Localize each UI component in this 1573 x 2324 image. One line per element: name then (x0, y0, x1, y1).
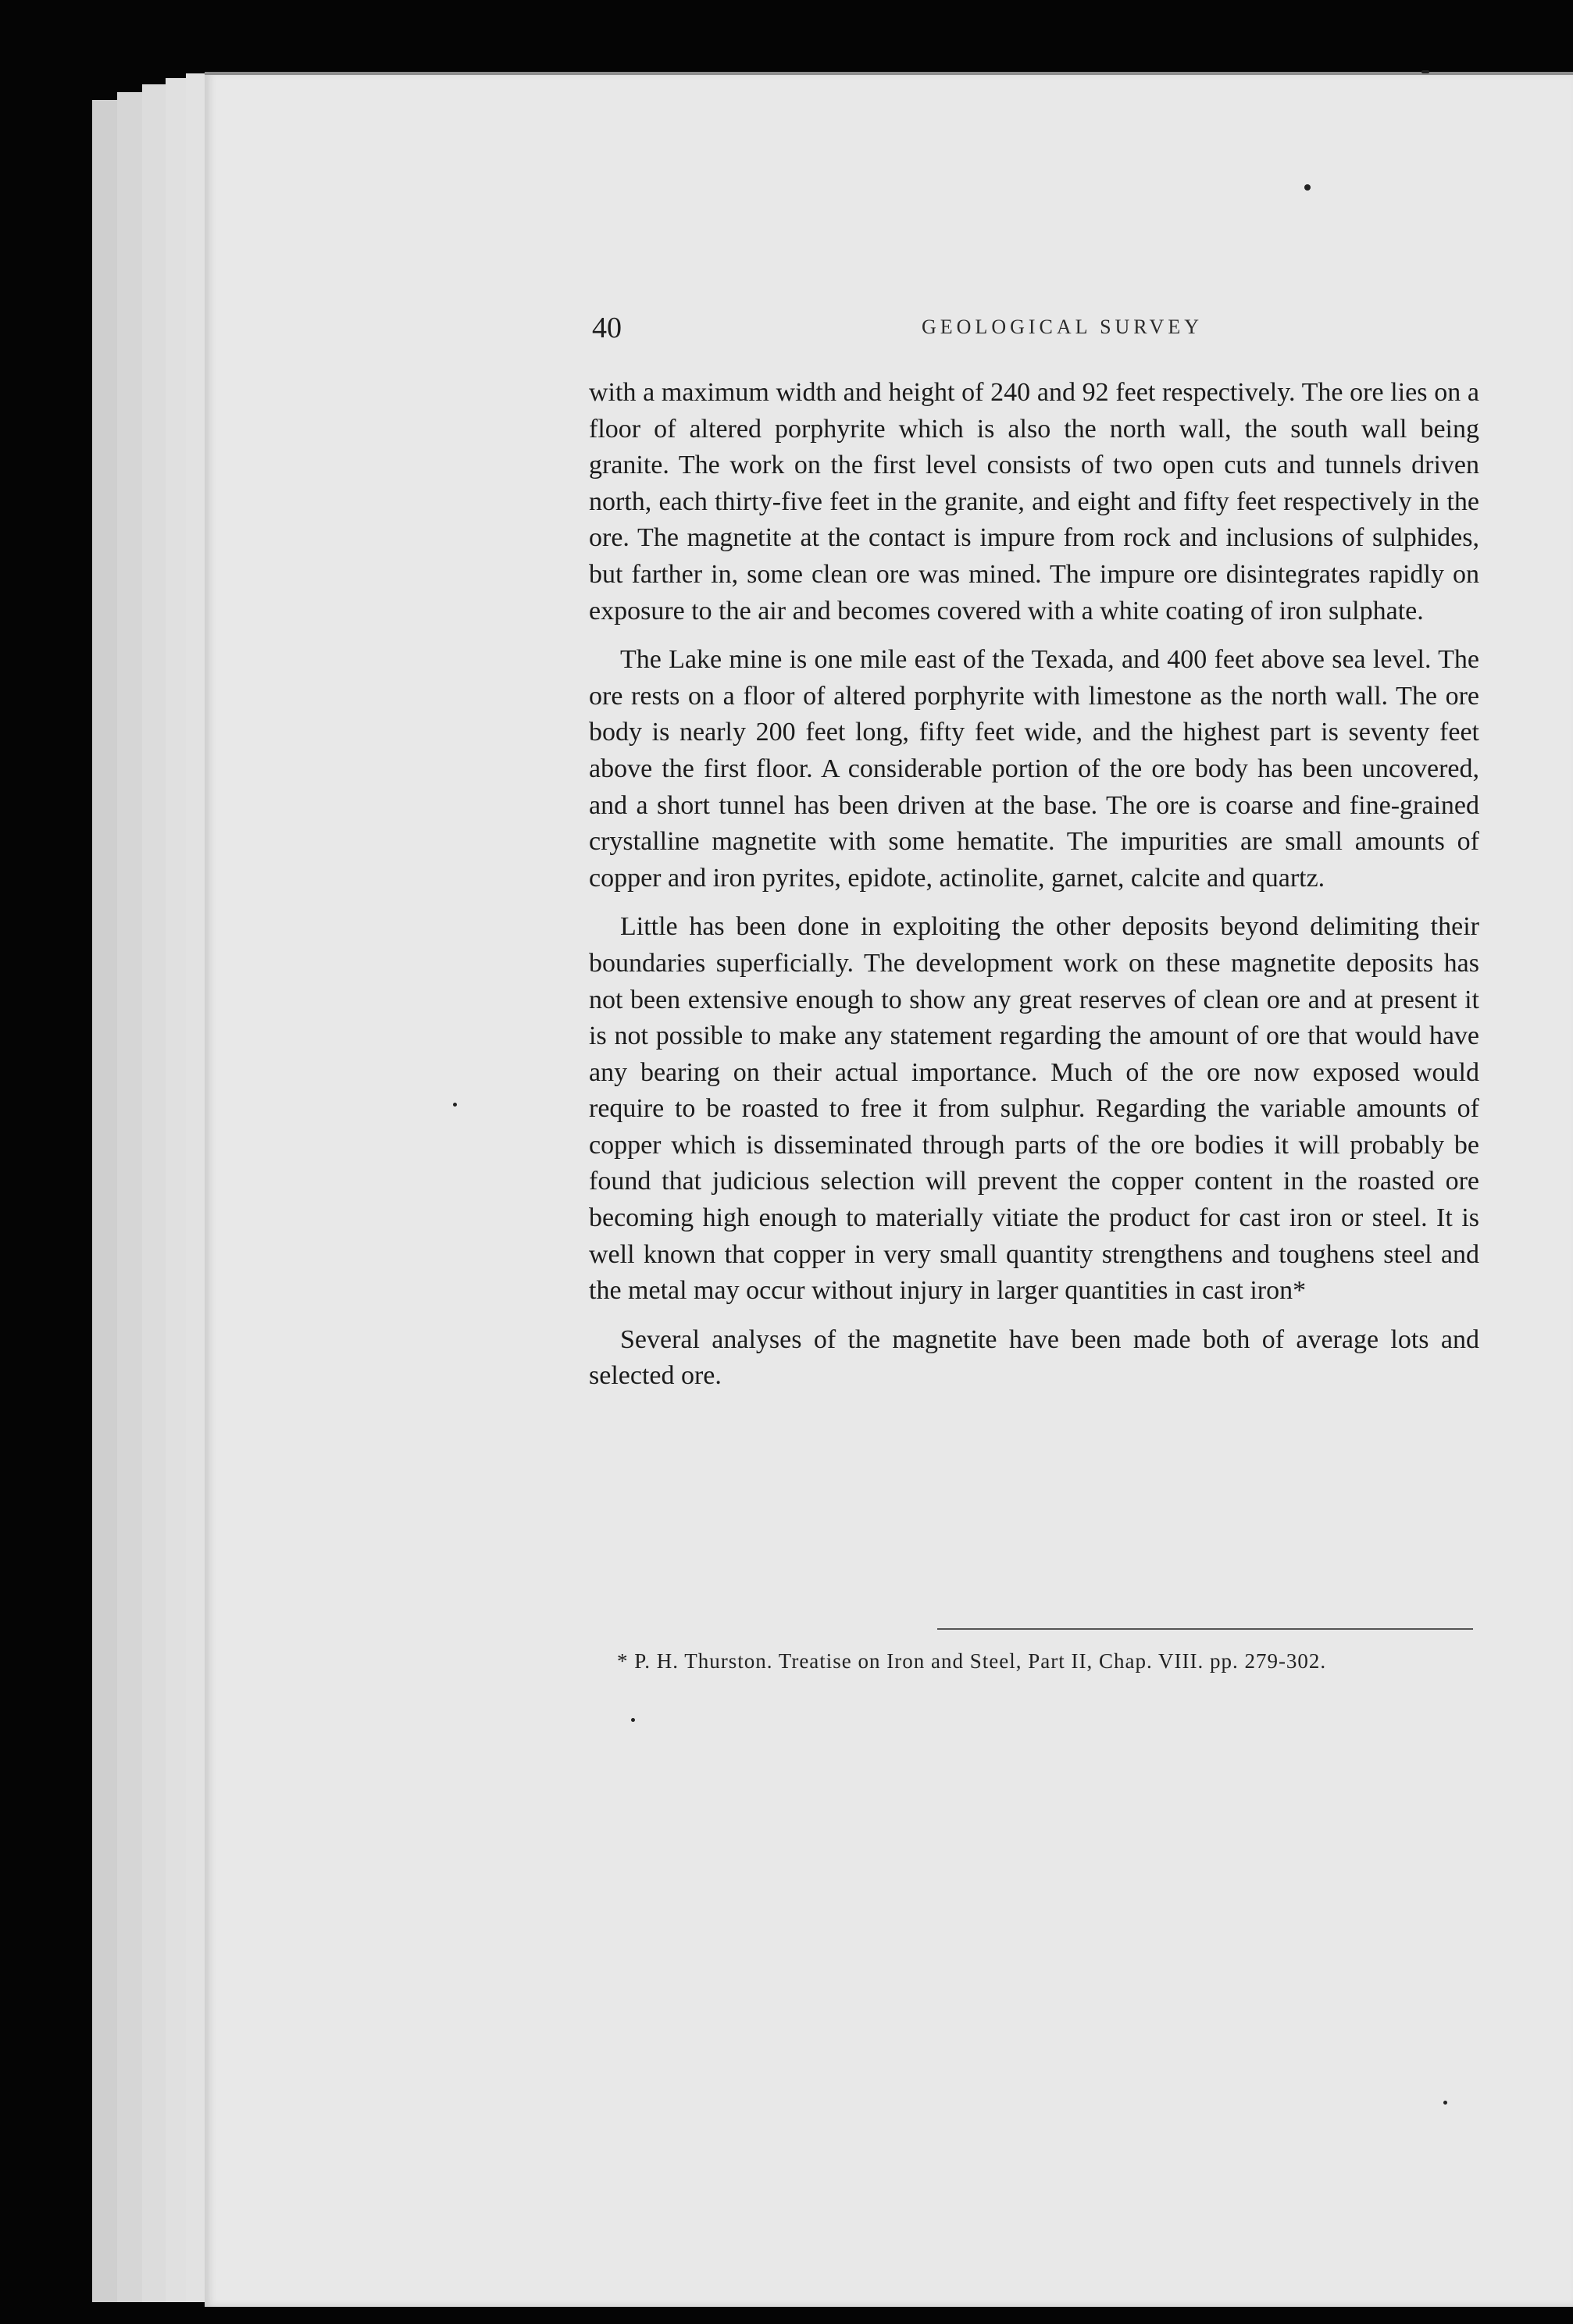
print-speck (453, 1103, 457, 1107)
paragraph: The Lake mine is one mile east of the Texada, and 400 feet above sea level. The ore rests on a floor of altered porphyrite with limestone as the north wall. The ore body is nearly 200 feet long, fifty feet wide, and the highest part is seventy feet above the first floor. A considerable portion of the ore body has been uncovered, and a short tunnel has been driven at the base. The ore is coarse and fine-grained crystalline magnetite with some hematite. The impurities are small amounts of copper and iron pyrites, epidote, actinolite, garnet, calcite and quartz. (589, 645, 1479, 893)
print-speck (1304, 184, 1311, 191)
footnote-divider (937, 1628, 1473, 1630)
page-number: 40 (592, 312, 622, 344)
running-head: GEOLOGICAL SURVEY (922, 315, 1203, 338)
paragraph: Several analyses of the magnetite have been made both of average lots and selected ore. (589, 1324, 1479, 1391)
page-top-edge (205, 72, 1573, 75)
paragraph: Little has been done in exploiting the other deposits beyond delimiting their boundaries superficially. The development work on these magnetite deposits has not been extensive enough to show any great reserves of clean ore and at present it is not possible to make any statement regarding the amount of ore that would have any bearing on their actual importance. Much of the ore now exposed would require to be roasted to free it from sulphur. Regarding the variable amounts of copper which is disseminated through parts of the ore bodies it will probably be found that judicious selection will prevent the copper content in the roasted ore becoming high enough to materially vitiate the product for cast iron or steel. It is well known that copper in very small quantity strengthens and toughens steel and the metal may occur without injury in larger quantities in cast iron* (589, 912, 1479, 1306)
print-speck (1421, 70, 1429, 73)
print-speck (631, 1718, 635, 1722)
paragraph: with a maximum width and height of 240 and 92 feet respectively. The ore lies on a floor of altered porphyrite which is also the north wall, the south wall being granite. The work on the first level consists of two open cuts and tunnels driven north, each thirty-five feet in the granite, and eight and fifty feet respectively in the ore. The magnetite at the contact is impure from rock and inclusions of sulphides, but farther in, some clean ore was mined. The impure ore disintegrates rapidly on exposure to the air and becomes covered with a white coating of iron sulphate. (589, 378, 1479, 626)
print-speck (1443, 2101, 1447, 2105)
footnote: * P. H. Thurston. Treatise on Iron and Steel, Part II, Chap. VIII. pp. 279-302. (617, 1649, 1327, 1673)
body-text (589, 375, 1479, 1395)
